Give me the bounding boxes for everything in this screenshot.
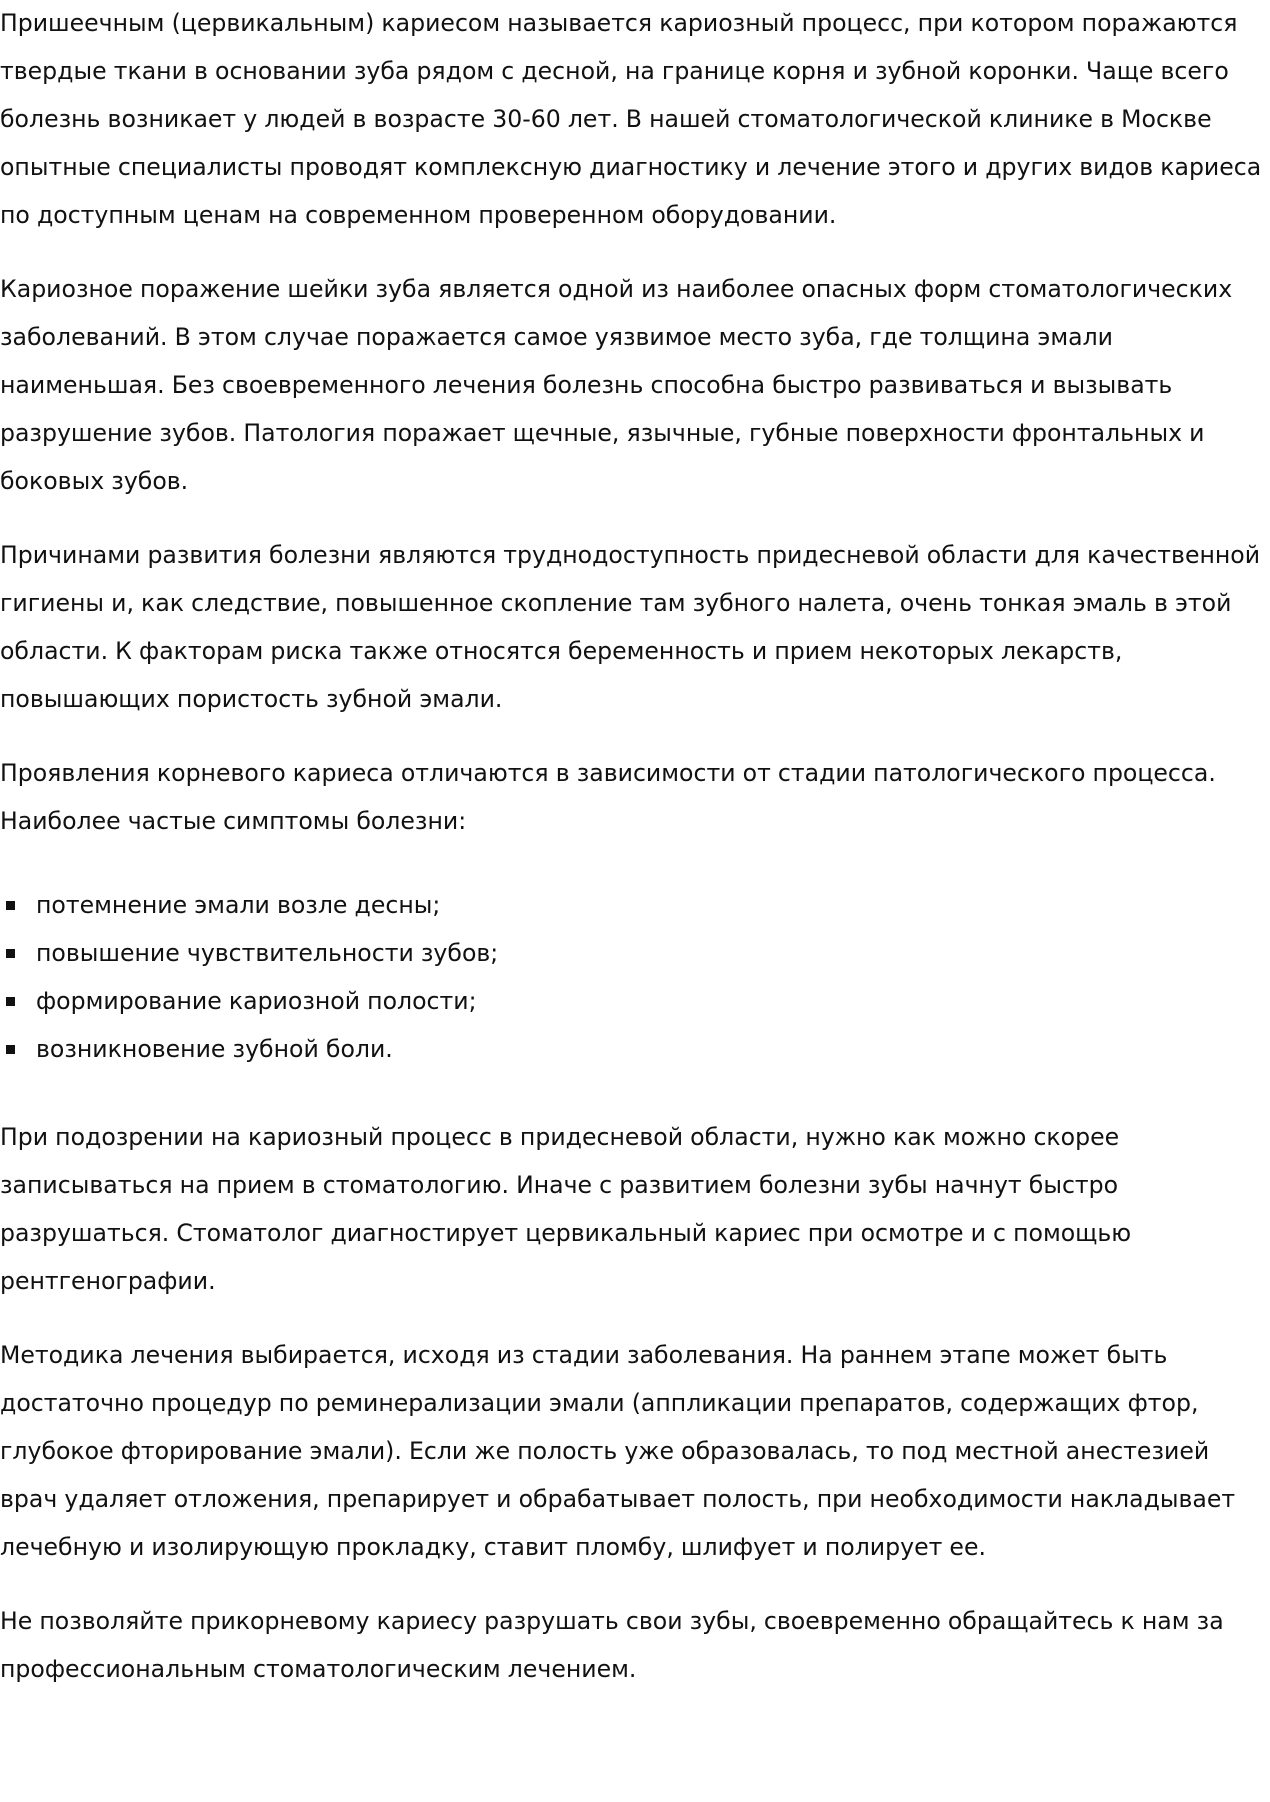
square-bullet-icon bbox=[6, 901, 15, 910]
list-item bbox=[0, 929, 1268, 977]
list-item-text: формирование кариозной полости; bbox=[36, 987, 477, 1015]
closing-paragraph: Не позволяйте прикорневому кариесу разрушать свои зубы, своевременно обращайтесь к нам за профессиональным стоматологическим лечением. bbox=[0, 1607, 1224, 1683]
square-bullet-icon bbox=[6, 949, 15, 958]
description-paragraph: Кариозное поражение шейки зуба является одной из наиболее опасных форм стоматологических заболеваний. В этом случае поражается самое уязвимое место зуба, где толщина эмали наименьшая. Без своевременного лечения болезнь способна быстро развиваться и вызывать разрушение зубов. Патология поражает щечные, язычные, губные поверхности фронтальных и боковых зубов. bbox=[0, 275, 1233, 495]
symptoms-list bbox=[0, 881, 1268, 1073]
square-bullet-icon bbox=[6, 997, 15, 1006]
list-item bbox=[0, 1025, 1268, 1073]
list-item-text: потемнение эмали возле десны; bbox=[36, 891, 441, 919]
causes-paragraph: Причинами развития болезни являются труднодоступность придесневой области для качественной гигиены и, как следствие, повышенное скопление там зубного налета, очень тонкая эмаль в этой области. К факторам риска также относятся беременность и прием некоторых лекарств, повышающих пористость зубной эмали. bbox=[0, 541, 1261, 713]
list-item-text: повышение чувствительности зубов; bbox=[36, 939, 499, 967]
list-item bbox=[0, 977, 1268, 1025]
symptoms-intro-paragraph: Проявления корневого кариеса отличаются в зависимости от стадии патологического процесса. Наиболее частые симптомы болезни: bbox=[0, 759, 1216, 835]
square-bullet-icon bbox=[6, 1045, 15, 1054]
diagnosis-paragraph: При подозрении на кариозный процесс в придесневой области, нужно как можно скорее записываться на прием в стоматологию. Иначе с развитием болезни зубы начнут быстро разрушаться. Стоматолог диагностирует цервикальный кариес при осмотре и с помощью рентгенографии. bbox=[0, 1123, 1132, 1295]
intro-paragraph: Пришеечным (цервикальным) кариесом называется кариозный процесс, при котором поражаются твердые ткани в основании зуба рядом с десной, на границе корня и зубной коронки. Чаще всего болезнь возникает у людей в возрасте 30-60 лет. В нашей стоматологической клинике в Москве опытные специалисты проводят комплексную диагностику и лечение этого и других видов кариеса по доступным ценам на современном проверенном оборудовании. bbox=[0, 9, 1262, 229]
list-item bbox=[0, 881, 1268, 929]
list-item-text: возникновение зубной боли. bbox=[36, 1035, 393, 1063]
treatment-paragraph: Методика лечения выбирается, исходя из стадии заболевания. На раннем этапе может быть достаточно процедур по реминерализации эмали (аппликации препаратов, содержащих фтор, глубокое фторирование эмали). Если же полость уже образовалась, то под местной анестезией врач удаляет отложения, препарирует и обрабатывает полость, при необходимости накладывает лечебную и изолирующую прокладку, ставит пломбу, шлифует и полирует ее. bbox=[0, 1341, 1236, 1561]
